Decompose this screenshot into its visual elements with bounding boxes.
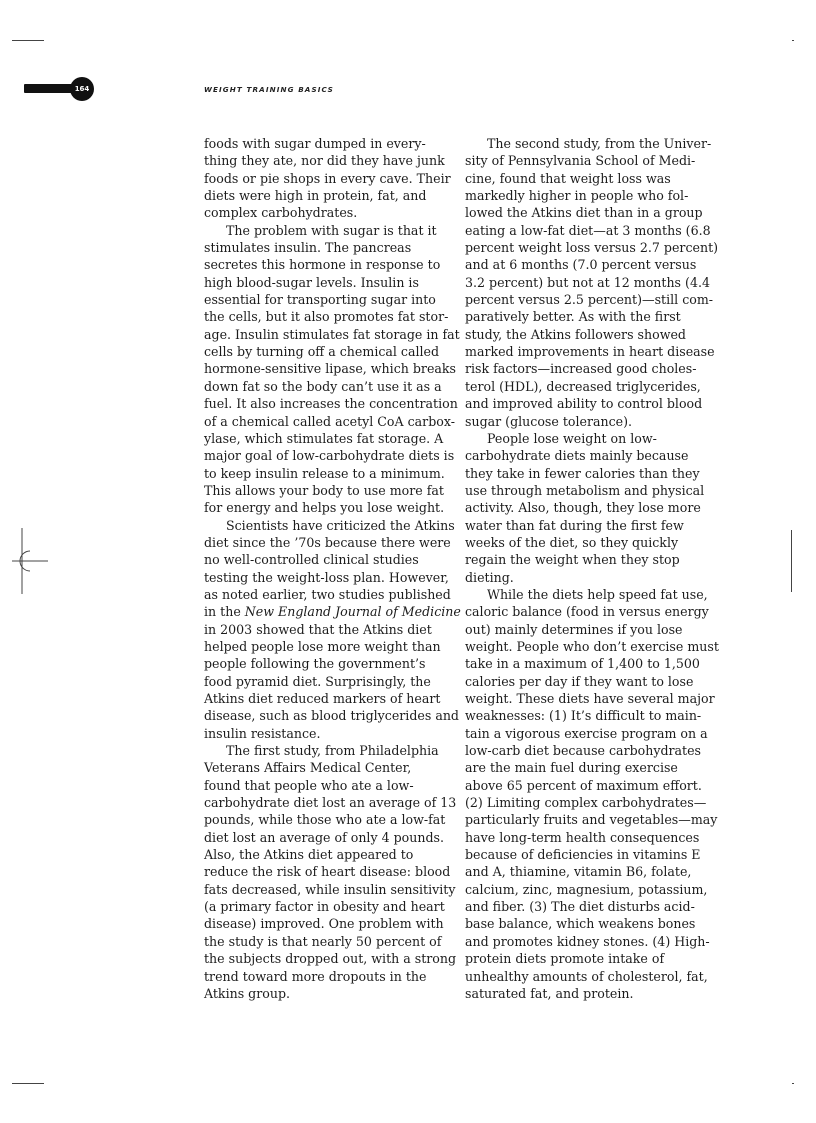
text-line: marked improvements in heart disease: [465, 344, 715, 360]
page-number: 164: [74, 85, 90, 93]
text-line: reduce the risk of heart disease: blood: [204, 864, 451, 880]
crop-mark-bottom-left: [12, 1083, 44, 1084]
text-line: and improved ability to control blood: [465, 396, 703, 412]
text-line: essential for transporting sugar into: [204, 292, 436, 308]
text-line: disease, such as blood triglycerides and: [204, 708, 459, 724]
text-line: Atkins diet reduced markers of heart: [204, 691, 441, 706]
text-line: While the diets help speed fat use,: [487, 586, 708, 602]
text-line: eating a low-fat diet—at 3 months (6.8: [465, 222, 711, 238]
text-line: (2) Limiting complex carbohydrates—: [465, 795, 707, 811]
text-line: percent weight loss versus 2.7 percent): [465, 240, 719, 256]
paragraph: [204, 135, 451, 222]
right-column: [465, 135, 719, 1002]
text-line: insulin resistance.: [204, 725, 321, 741]
text-line: take in a maximum of 1,400 to 1,500: [465, 656, 700, 672]
text-line: caloric balance (food in versus energy: [465, 604, 709, 620]
text-line: calories per day if they want to lose: [465, 673, 694, 689]
text-line: trend toward more dropouts in the: [204, 968, 427, 984]
text-line: major goal of low-carbohydrate diets is: [204, 448, 455, 464]
text-line: The second study, from the Univer-: [487, 136, 712, 151]
text-line: weight. These diets have several major: [465, 691, 715, 706]
text-line: down fat so the body can’t use it as a: [204, 378, 442, 394]
text-line: of a chemical called acetyl CoA carbox-: [204, 413, 455, 429]
text-line: weight. People who don’t exercise must: [465, 638, 719, 654]
text-line: in 2003 showed that the Atkins diet: [204, 621, 432, 637]
paragraph: [204, 517, 455, 604]
text-line: diets were high in protein, fat, and: [204, 188, 427, 204]
registration-mark-icon: [12, 528, 48, 594]
text-line: study, the Atkins followers showed: [465, 326, 686, 342]
paragraph: [465, 586, 719, 1002]
left-column: [204, 135, 461, 1002]
paragraph: [204, 603, 461, 742]
text-line: water than fat during the first few: [465, 517, 684, 533]
text-line: lowed the Atkins diet than in a group: [465, 205, 703, 221]
crop-mark-bottom-right: [792, 1083, 794, 1084]
text-line: as noted earlier, two studies published: [204, 586, 451, 602]
text-line: above 65 percent of maximum effort.: [465, 777, 702, 793]
journal-title: New England Journal of Medicine: [244, 604, 461, 620]
text-line: the subjects dropped out, with a strong: [204, 951, 457, 967]
text-line: age. Insulin stimulates fat storage in fat: [204, 326, 460, 342]
text-line: fuel. It also increases the concentration: [204, 396, 458, 412]
text-line: disease) improved. One problem with: [204, 916, 444, 932]
paragraph: [465, 430, 705, 586]
text-line: The first study, from Philadelphia: [226, 743, 439, 759]
text-line: saturated fat, and protein.: [465, 985, 634, 1001]
text-run: in the: [204, 604, 245, 620]
text-line: tain a vigorous exercise program on a: [465, 725, 708, 741]
text-line: This allows your body to use more fat: [204, 482, 444, 498]
text-line: have long-term health consequences: [465, 829, 700, 845]
text-line: terol (HDL), decreased triglycerides,: [465, 378, 701, 394]
text-line: [204, 603, 461, 620]
text-line: out) mainly determines if you lose: [465, 621, 683, 637]
text-line: high blood-sugar levels. Insulin is: [204, 274, 419, 290]
text-line: diet since the ’70s because there were: [204, 534, 451, 550]
text-line: base balance, which weakens bones: [465, 916, 696, 932]
text-line: foods or pie shops in every cave. Their: [204, 170, 451, 186]
crop-mark-top-right: [792, 40, 794, 41]
text-line: the cells, but it also promotes fat stor-: [204, 309, 449, 325]
text-line: testing the weight-loss plan. However,: [204, 569, 449, 585]
running-head: WEIGHT TRAINING BASICS: [204, 85, 334, 94]
text-line: carbohydrate diets mainly because: [465, 448, 689, 464]
text-line: and fiber. (3) The diet disturbs acid-: [465, 899, 695, 915]
crop-mark-right-side: [791, 530, 792, 592]
text-line: Atkins group.: [204, 985, 291, 1001]
crop-mark-top-left: [12, 40, 44, 41]
text-line: and A, thiamine, vitamin B6, folate,: [465, 864, 692, 880]
text-line: for energy and helps you lose weight.: [204, 500, 445, 516]
paragraph: [204, 222, 460, 517]
text-line: helped people lose more weight than: [204, 638, 441, 654]
text-line: sity of Pennsylvania School of Medi-: [465, 153, 696, 169]
text-line: and at 6 months (7.0 percent versus: [465, 257, 697, 273]
text-line: particularly fruits and vegetables—may: [465, 812, 718, 828]
text-line: no well-controlled clinical studies: [204, 552, 419, 568]
text-line: Also, the Atkins diet appeared to: [204, 847, 414, 863]
text-line: sugar (glucose tolerance).: [465, 413, 633, 429]
text-line: cine, found that weight loss was: [465, 170, 671, 186]
text-line: weaknesses: (1) It’s difficult to main-: [465, 708, 702, 724]
text-line: paratively better. As with the first: [465, 309, 681, 325]
text-line: found that people who ate a low-: [204, 777, 414, 793]
text-line: The problem with sugar is that it: [226, 222, 437, 238]
text-line: secretes this hormone in response to: [204, 257, 441, 273]
text-line: Veterans Affairs Medical Center,: [204, 760, 412, 776]
text-line: diet lost an average of only 4 pounds.: [204, 829, 444, 845]
text-line: calcium, zinc, magnesium, potassium,: [465, 881, 708, 897]
text-line: stimulates insulin. The pancreas: [204, 240, 412, 256]
text-line: protein diets promote intake of: [465, 951, 665, 967]
text-line: percent versus 2.5 percent)—still com-: [465, 292, 714, 308]
text-line: low-carb diet because carbohydrates: [465, 743, 702, 759]
text-line: thing they ate, nor did they have junk: [204, 153, 445, 169]
paragraph: [204, 742, 457, 1002]
text-line: food pyramid diet. Surprisingly, the: [204, 673, 431, 689]
text-line: and promotes kidney stones. (4) High-: [465, 933, 710, 949]
text-line: markedly higher in people who fol-: [465, 188, 689, 204]
text-line: pounds, while those who ate a low-fat: [204, 812, 446, 828]
text-line: are the main fuel during exercise: [465, 760, 678, 776]
text-line: fats decreased, while insulin sensitivity: [204, 881, 456, 897]
text-line: they take in fewer calories than they: [465, 465, 700, 481]
text-line: risk factors—increased good choles-: [465, 361, 697, 377]
text-line: hormone-sensitive lipase, which breaks: [204, 361, 457, 377]
paragraph: [465, 135, 719, 430]
text-line: People lose weight on low-: [487, 430, 657, 446]
text-line: cells by turning off a chemical called: [204, 344, 440, 360]
text-line: use through metabolism and physical: [465, 482, 705, 498]
text-line: the study is that nearly 50 percent of: [204, 933, 442, 949]
page-number-badge: [70, 77, 94, 101]
text-line: unhealthy amounts of cholesterol, fat,: [465, 968, 708, 984]
text-line: because of deficiencies in vitamins E: [465, 847, 701, 863]
text-line: people following the government’s: [204, 656, 426, 672]
text-line: ylase, which stimulates fat storage. A: [204, 430, 444, 446]
text-line: dieting.: [465, 569, 514, 585]
text-line: carbohydrate diet lost an average of 13: [204, 795, 457, 811]
text-line: to keep insulin release to a minimum.: [204, 465, 445, 481]
text-line: Scientists have criticized the Atkins: [226, 517, 455, 533]
text-line: (a primary factor in obesity and heart: [204, 899, 445, 915]
text-line: activity. Also, though, they lose more: [465, 500, 701, 516]
text-line: regain the weight when they stop: [465, 552, 680, 568]
text-line: foods with sugar dumped in every-: [204, 136, 426, 151]
text-line: 3.2 percent) but not at 12 months (4.4: [465, 274, 710, 290]
text-line: weeks of the diet, so they quickly: [465, 534, 679, 550]
text-line: complex carbohydrates.: [204, 205, 358, 221]
